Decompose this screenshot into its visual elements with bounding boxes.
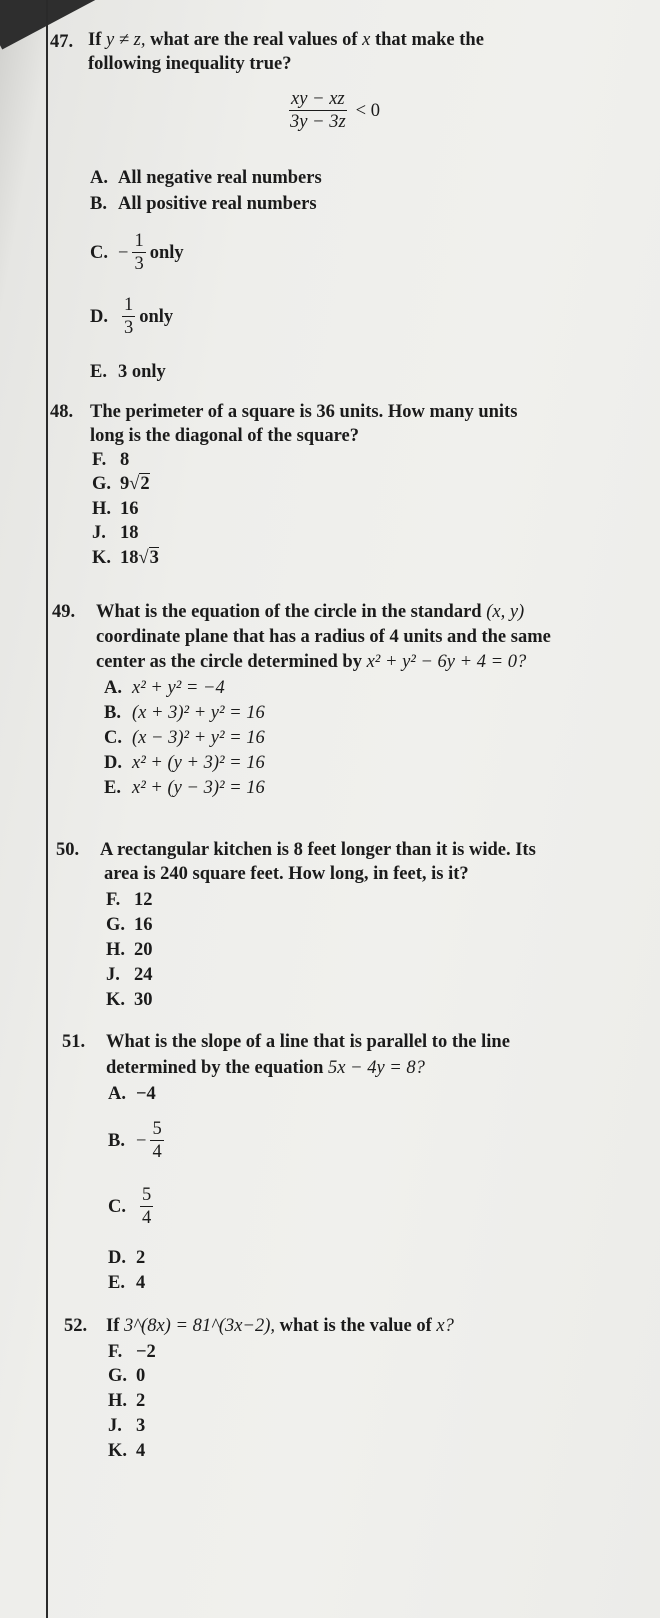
option-letter: J. (108, 1416, 122, 1436)
option-fraction (132, 230, 145, 275)
option-text: 24 (134, 965, 153, 985)
option-text: −4 (136, 1084, 156, 1104)
margin-line (46, 0, 48, 1618)
option-text: 30 (134, 990, 153, 1010)
option-j[interactable] (106, 963, 153, 987)
option-g[interactable] (106, 913, 153, 937)
numerator: 1 (134, 231, 144, 251)
question-number: 51. (62, 1032, 86, 1052)
option-letter: C. (108, 1196, 126, 1217)
option-letter: C. (104, 728, 122, 748)
option-e[interactable] (108, 1271, 145, 1295)
option-d[interactable] (108, 1246, 145, 1270)
option-k[interactable] (108, 1439, 145, 1463)
option-letter: F. (108, 1342, 123, 1362)
option-letter: K. (108, 1441, 128, 1461)
question-stem: What is the slope of a line that is parallel to the line (106, 1032, 510, 1052)
option-d[interactable] (104, 751, 265, 775)
option-text: 16 (134, 915, 153, 935)
option-e[interactable] (90, 360, 166, 384)
question-number: 50. (56, 840, 80, 860)
stem-text: If (106, 1316, 120, 1336)
question-stem: The perimeter of a square is 36 units. How many units (90, 402, 518, 422)
question-stem-line2 (106, 1056, 425, 1080)
option-coefficient: 9 (120, 474, 130, 494)
inequality-rhs: < 0 (355, 100, 380, 121)
option-text: x² + (y + 3)² = 16 (132, 753, 265, 773)
denominator: 3y − 3z (290, 112, 346, 132)
option-sign: − (118, 242, 129, 263)
option-text: 4 (136, 1273, 146, 1293)
option-letter: F. (106, 890, 121, 910)
option-text: −2 (136, 1342, 156, 1362)
stem-variable: x? (436, 1316, 454, 1336)
question-stem: A rectangular kitchen is 8 feet longer than it is wide. Its (100, 840, 536, 860)
option-f[interactable] (108, 1340, 156, 1364)
option-text: 4 (136, 1441, 146, 1461)
option-letter: A. (90, 168, 108, 188)
option-text: (x − 3)² + y² = 16 (132, 728, 265, 748)
option-letter: C. (90, 242, 108, 263)
option-k[interactable]: K. 18√3 (92, 548, 159, 568)
option-g[interactable]: G. 9√2 (92, 474, 150, 494)
stem-text: determined by the equation (106, 1058, 324, 1078)
option-letter: F. (92, 450, 107, 470)
option-letter: G. (106, 915, 126, 935)
stem-text: What is the equation of the circle in the standard (96, 602, 482, 622)
stem-text: what is the value of (279, 1316, 432, 1336)
option-text: 0 (136, 1366, 146, 1386)
stem-text: center as the circle determined by (96, 652, 362, 672)
option-letter: B. (90, 194, 107, 214)
option-text: only (139, 306, 174, 327)
option-c[interactable] (104, 726, 265, 750)
option-f[interactable] (106, 888, 153, 912)
stem-text: that make the (374, 30, 484, 50)
option-letter: A. (104, 678, 122, 698)
option-text: 12 (134, 890, 153, 910)
option-letter: G. (108, 1366, 128, 1386)
option-text: All positive real numbers (118, 194, 317, 214)
option-radicand: 3 (149, 548, 159, 568)
option-coefficient: 18 (120, 548, 139, 568)
option-letter: J. (106, 965, 120, 985)
question-stem-line2: coordinate plane that has a radius of 4 units and the same (96, 627, 551, 647)
stem-variable: x (362, 30, 371, 50)
option-letter: D. (90, 306, 108, 327)
denominator: 3 (134, 254, 144, 274)
question-stem-line3 (96, 650, 526, 674)
numerator: 5 (152, 1119, 162, 1139)
option-letter: D. (104, 753, 122, 773)
option-d[interactable] (90, 294, 173, 339)
option-fraction (122, 294, 135, 339)
option-text: x² + y² = −4 (132, 678, 225, 698)
option-text: 8 (120, 450, 130, 470)
option-text: only (149, 242, 184, 263)
denominator: 3 (124, 318, 134, 338)
option-text: 20 (134, 940, 153, 960)
option-a[interactable] (90, 166, 322, 190)
question-number: 47. (50, 32, 74, 52)
option-letter: E. (104, 778, 121, 798)
option-letter: E. (90, 362, 107, 382)
option-f[interactable] (92, 448, 129, 472)
option-text: 2 (136, 1391, 146, 1411)
fraction (288, 88, 348, 133)
option-j[interactable] (92, 521, 139, 545)
option-a[interactable] (108, 1082, 156, 1106)
question-stem (96, 600, 524, 624)
option-b[interactable] (90, 192, 317, 216)
option-a[interactable] (104, 676, 225, 700)
option-letter: H. (108, 1391, 128, 1411)
option-text: 2 (136, 1248, 146, 1268)
numerator: 5 (142, 1185, 152, 1205)
option-letter: H. (92, 499, 112, 519)
option-h[interactable] (106, 938, 153, 962)
stem-coordinates: (x, y) (486, 602, 525, 622)
option-h[interactable] (92, 497, 139, 521)
option-text: 18 (120, 523, 139, 543)
option-letter: J. (92, 523, 106, 543)
option-radicand: 2 (140, 474, 150, 494)
option-letter: K. (106, 990, 126, 1010)
question-number: 49. (52, 602, 76, 622)
option-letter: G. (92, 474, 112, 494)
option-sign: − (136, 1130, 147, 1151)
option-b[interactable] (108, 1118, 168, 1163)
option-letter: A. (108, 1084, 126, 1104)
question-stem-line2: following inequality true? (88, 54, 292, 74)
option-b[interactable] (104, 701, 265, 725)
option-text: 3 only (118, 362, 166, 382)
question-stem (88, 28, 648, 52)
denominator: 4 (142, 1208, 152, 1228)
option-text: All negative real numbers (118, 168, 322, 188)
option-text: (x + 3)² + y² = 16 (132, 703, 265, 723)
option-j[interactable] (108, 1414, 145, 1438)
option-letter: K. (92, 548, 112, 568)
option-letter: E. (108, 1273, 125, 1293)
option-text: 3 (136, 1416, 146, 1436)
option-fraction (150, 1118, 163, 1163)
option-c[interactable] (108, 1184, 157, 1229)
option-e[interactable] (104, 776, 265, 800)
option-letter: D. (108, 1248, 126, 1268)
stem-equation: x² + y² − 6y + 4 = 0? (366, 652, 527, 672)
numerator: 1 (124, 295, 134, 315)
stem-equation: 5x − 4y = 8? (328, 1058, 425, 1078)
option-letter: H. (106, 940, 126, 960)
question-stem-line2: area is 240 square feet. How long, in feet, is it? (104, 864, 469, 884)
option-c[interactable] (90, 230, 184, 275)
option-g[interactable] (108, 1364, 145, 1388)
question-stem-line2: long is the diagonal of the square? (90, 426, 359, 446)
option-h[interactable] (108, 1389, 145, 1413)
option-letter: B. (108, 1130, 125, 1151)
question-number: 48. (50, 402, 74, 422)
stem-text: If (88, 30, 102, 50)
denominator: 4 (152, 1142, 162, 1162)
question-number: 52. (64, 1316, 88, 1336)
option-letter: B. (104, 703, 121, 723)
stem-condition: y ≠ z, (106, 30, 146, 50)
option-k[interactable] (106, 988, 153, 1012)
inequality (284, 88, 380, 133)
stem-text: what are the real values of (150, 30, 358, 50)
option-text: 16 (120, 499, 139, 519)
stem-equation: 3^(8x) = 81^(3x−2), (124, 1316, 276, 1336)
question-stem (106, 1314, 454, 1338)
option-text: x² + (y − 3)² = 16 (132, 778, 265, 798)
numerator: xy − xz (291, 89, 345, 109)
option-fraction (140, 1184, 153, 1229)
